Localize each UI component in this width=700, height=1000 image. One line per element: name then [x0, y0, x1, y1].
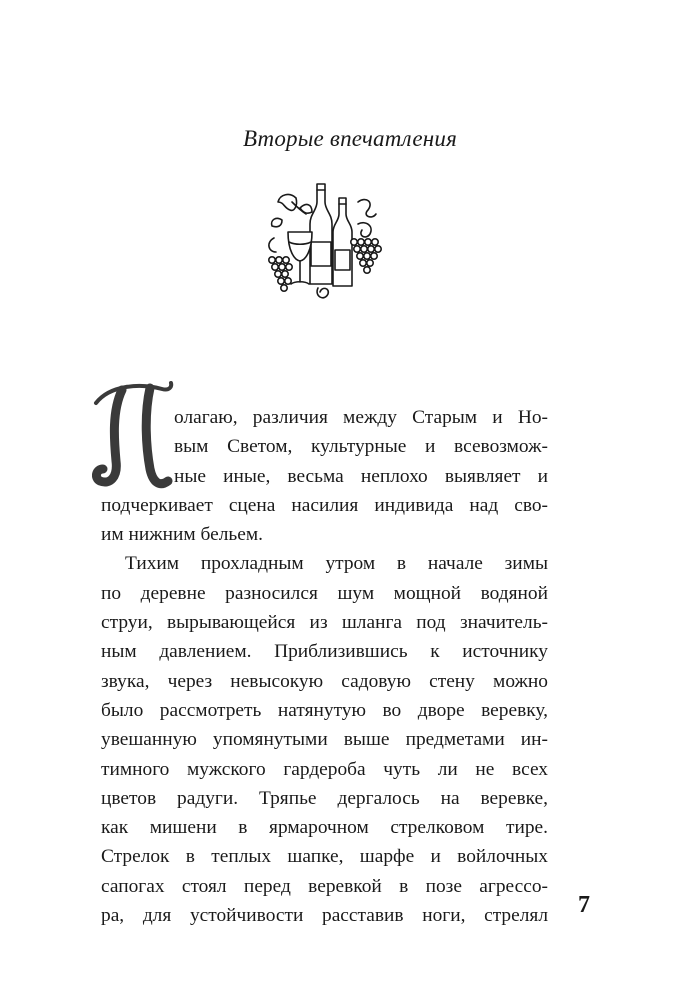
paragraph-2 [101, 549, 548, 930]
text-line: тимного мужского гардероба чуть ли не всех [101, 758, 548, 780]
text-line: по деревне разносился шум мощной водяной [101, 582, 548, 604]
page-number: 7 [578, 892, 590, 918]
text-line: как мишени в ярмарочном стрелковом тире. [101, 817, 548, 839]
text-line: вым Светом, культурные и всевозмож- [174, 436, 548, 458]
text-line: сапогах стоял перед веревкой в позе агрессо- [101, 875, 548, 897]
text-line: ным давлением. Приблизившись к источнику [101, 641, 548, 663]
text-line: им нижним бельем. [101, 524, 263, 546]
text-line: струи, вырывающейся из шланга под значитель- [101, 612, 548, 634]
body-text [101, 403, 548, 930]
chapter-title: Вторые впечатления [243, 126, 457, 151]
text-line: увешанную упомянутыми выше предметами ин- [101, 729, 548, 751]
text-line: цветов радуги. Тряпье дергалось на веревке, [101, 787, 548, 809]
wine-bottles-grapes-ornament-icon [262, 180, 388, 306]
text-line: было рассмотреть натянутую во дворе веревку, [101, 699, 548, 721]
text-line: звука, через невысокую садовую стену можно [101, 670, 548, 692]
paragraph-1 [101, 403, 548, 549]
text-line: Стрелок в теплых шапке, шарфе и войлочных [101, 846, 548, 868]
text-line: подчеркивает сцена насилия индивида над сво- [101, 494, 548, 516]
text-line: Тихим прохладным утром в начале зимы [125, 553, 548, 575]
text-line: ра, для устойчивости расставив ноги, стрелял [101, 905, 548, 927]
text-line: олагаю, различия между Старым и Но- [174, 407, 548, 428]
text-line: ные иные, весьма неплохо выявляет и [174, 465, 548, 487]
